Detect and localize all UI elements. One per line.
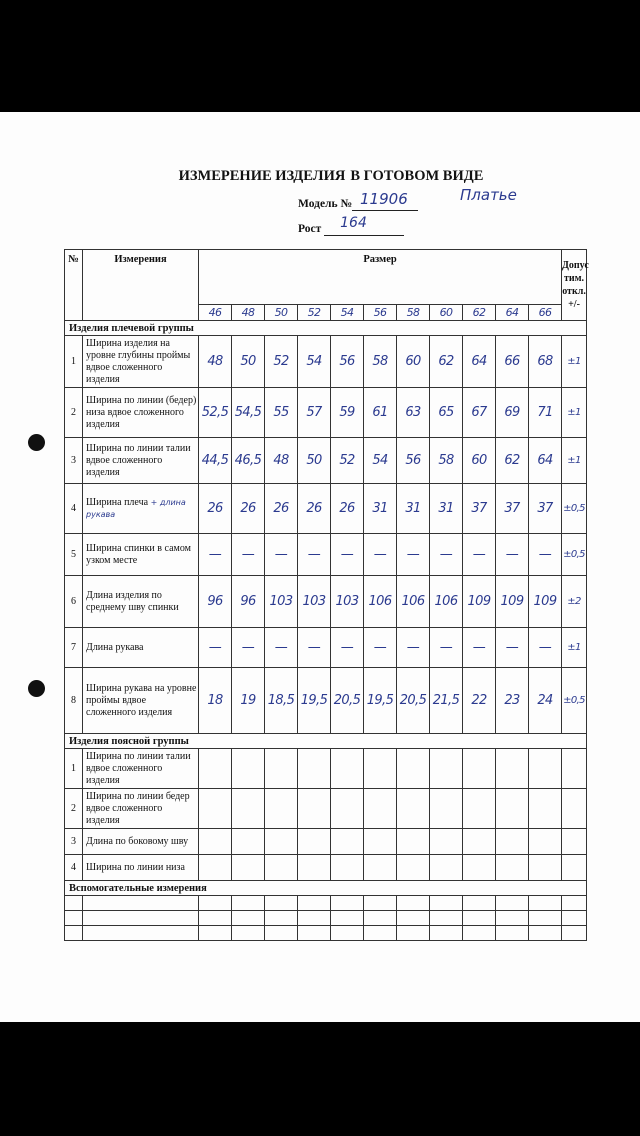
- row-label: [83, 336, 199, 388]
- value-cell: 31: [430, 484, 463, 534]
- empty-cell: [562, 855, 587, 881]
- col-no-header: №: [65, 250, 83, 321]
- row-label-text: Ширина спинки в самом узком месте: [86, 542, 191, 566]
- size-cell: 54: [331, 305, 364, 321]
- empty-cell: [529, 855, 562, 881]
- tolerance-header-line: тим.: [564, 273, 585, 284]
- row-label: [83, 534, 199, 576]
- value-cell: —: [463, 628, 496, 668]
- value-cell: 48: [265, 438, 298, 484]
- value-cell: 19,5: [364, 668, 397, 734]
- table-row: [65, 576, 587, 628]
- empty-cell: [265, 789, 298, 829]
- model-line: [298, 186, 517, 211]
- table-row: [65, 829, 587, 855]
- empty-cell: [265, 749, 298, 789]
- value-cell: 96: [199, 576, 232, 628]
- empty-cell: [529, 896, 562, 911]
- empty-cell: [298, 789, 331, 829]
- empty-cell: [199, 789, 232, 829]
- punch-hole: [28, 434, 45, 451]
- value-cell: 48: [199, 336, 232, 388]
- table-row: [65, 534, 587, 576]
- empty-cell: [65, 911, 83, 926]
- value-cell: 61: [364, 388, 397, 438]
- value-cell: —: [496, 628, 529, 668]
- value-cell: 109: [463, 576, 496, 628]
- empty-cell: [232, 749, 265, 789]
- row-number: 1: [65, 336, 83, 388]
- empty-cell: [298, 749, 331, 789]
- row-label: [83, 388, 199, 438]
- section-title: Изделия поясной группы: [65, 734, 587, 749]
- value-cell: 56: [331, 336, 364, 388]
- tolerance-cell: ±0,5: [562, 668, 587, 734]
- empty-cell: [397, 829, 430, 855]
- table-row: [65, 855, 587, 881]
- value-cell: —: [397, 628, 430, 668]
- value-cell: —: [232, 628, 265, 668]
- empty-cell: [199, 896, 232, 911]
- section-shoulder-group: [65, 321, 587, 336]
- col-tolerance-header: [562, 250, 587, 321]
- value-cell: 18,5: [265, 668, 298, 734]
- value-cell: 26: [331, 484, 364, 534]
- empty-cell: [397, 749, 430, 789]
- size-cell: 66: [529, 305, 562, 321]
- section-auxiliary: [65, 881, 587, 896]
- size-cell: 60: [430, 305, 463, 321]
- empty-cell: [232, 926, 265, 941]
- empty-cell: [265, 855, 298, 881]
- row-label: Ширина по линии низа: [83, 855, 199, 881]
- value-cell: —: [265, 534, 298, 576]
- empty-cell: [331, 926, 364, 941]
- empty-cell: [496, 926, 529, 941]
- model-label: Модель №: [298, 198, 353, 210]
- empty-cell: [562, 926, 587, 941]
- value-cell: 60: [463, 438, 496, 484]
- value-cell: 20,5: [397, 668, 430, 734]
- empty-cell: [529, 789, 562, 829]
- row-label: [83, 438, 199, 484]
- size-cell: 62: [463, 305, 496, 321]
- row-label-text: Ширина рукава на уровне проймы вдвое сложенного изделия: [86, 682, 197, 718]
- value-cell: 54: [298, 336, 331, 388]
- value-cell: 62: [430, 336, 463, 388]
- row-label-text: Ширина изделия на уровне глубины проймы вдвое сложенного изделия: [86, 337, 191, 385]
- value-cell: —: [364, 534, 397, 576]
- tolerance-cell: ±0,5: [562, 484, 587, 534]
- table-row: [65, 789, 587, 829]
- empty-cell: [562, 829, 587, 855]
- size-cell: 64: [496, 305, 529, 321]
- empty-cell: [463, 789, 496, 829]
- value-cell: 67: [463, 388, 496, 438]
- height-field: [324, 215, 404, 236]
- section-waist-group: [65, 734, 587, 749]
- empty-cell: [298, 911, 331, 926]
- value-cell: 65: [430, 388, 463, 438]
- value-cell: 20,5: [331, 668, 364, 734]
- empty-cell: [463, 829, 496, 855]
- col-measure-header: Измерения: [83, 250, 199, 321]
- value-cell: —: [298, 534, 331, 576]
- value-cell: 31: [397, 484, 430, 534]
- empty-cell: [331, 829, 364, 855]
- size-cell: 48: [232, 305, 265, 321]
- row-label: [83, 576, 199, 628]
- table-row: [65, 388, 587, 438]
- value-cell: 52,5: [199, 388, 232, 438]
- empty-cell: [430, 789, 463, 829]
- value-cell: 103: [331, 576, 364, 628]
- value-cell: —: [331, 534, 364, 576]
- value-cell: 26: [298, 484, 331, 534]
- empty-cell: [496, 855, 529, 881]
- empty-cell: [364, 896, 397, 911]
- empty-cell: [298, 829, 331, 855]
- empty-cell: [265, 896, 298, 911]
- row-label: Длина по боковому шву: [83, 829, 199, 855]
- row-number: 6: [65, 576, 83, 628]
- row-number: 3: [65, 438, 83, 484]
- empty-cell: [199, 926, 232, 941]
- empty-cell: [364, 855, 397, 881]
- value-cell: —: [232, 534, 265, 576]
- value-cell: 60: [397, 336, 430, 388]
- empty-cell: [199, 749, 232, 789]
- section-title: Изделия плечевой группы: [65, 321, 587, 336]
- row-number: 1: [65, 749, 83, 789]
- value-cell: 50: [298, 438, 331, 484]
- value-cell: —: [331, 628, 364, 668]
- value-cell: —: [463, 534, 496, 576]
- tolerance-cell: ±1: [562, 628, 587, 668]
- value-cell: 19: [232, 668, 265, 734]
- value-cell: 106: [364, 576, 397, 628]
- empty-cell: [232, 829, 265, 855]
- empty-cell: [397, 926, 430, 941]
- value-cell: 54: [364, 438, 397, 484]
- value-cell: 109: [496, 576, 529, 628]
- empty-cell: [463, 926, 496, 941]
- row-label: [83, 628, 199, 668]
- empty-cell: [562, 789, 587, 829]
- empty-cell: [430, 926, 463, 941]
- value-cell: 21,5: [430, 668, 463, 734]
- value-cell: 103: [298, 576, 331, 628]
- value-cell: 23: [496, 668, 529, 734]
- header-row: [65, 250, 587, 305]
- empty-row: [65, 896, 587, 911]
- value-cell: 57: [298, 388, 331, 438]
- row-number: 4: [65, 484, 83, 534]
- value-cell: 26: [265, 484, 298, 534]
- empty-cell: [496, 896, 529, 911]
- empty-cell: [83, 926, 199, 941]
- value-cell: —: [298, 628, 331, 668]
- row-label: Ширина по линии талии вдвое сложенного изделия: [83, 749, 199, 789]
- row-label-text: Длина изделия по среднему шву спинки: [86, 589, 179, 613]
- empty-cell: [364, 926, 397, 941]
- empty-cell: [232, 896, 265, 911]
- value-cell: 109: [529, 576, 562, 628]
- size-cell: 56: [364, 305, 397, 321]
- tolerance-cell: ±0,5: [562, 534, 587, 576]
- value-cell: —: [199, 628, 232, 668]
- row-label-text: Ширина по линии (бедер) низа вдвое сложенного изделия: [86, 394, 197, 430]
- empty-cell: [331, 749, 364, 789]
- empty-cell: [463, 911, 496, 926]
- empty-cell: [397, 789, 430, 829]
- value-cell: 63: [397, 388, 430, 438]
- empty-cell: [298, 926, 331, 941]
- row-number: 7: [65, 628, 83, 668]
- empty-cell: [298, 896, 331, 911]
- value-cell: 52: [331, 438, 364, 484]
- empty-cell: [529, 749, 562, 789]
- empty-cell: [463, 749, 496, 789]
- value-cell: —: [430, 628, 463, 668]
- empty-cell: [496, 749, 529, 789]
- tolerance-header-line: Допус: [562, 260, 589, 271]
- empty-cell: [529, 829, 562, 855]
- value-cell: 64: [463, 336, 496, 388]
- title-main: ИЗМЕРЕНИЕ ИЗДЕЛИЯ: [178, 168, 346, 184]
- value-cell: —: [364, 628, 397, 668]
- table-row: [65, 628, 587, 668]
- empty-cell: [331, 789, 364, 829]
- empty-cell: [298, 855, 331, 881]
- value-cell: 106: [397, 576, 430, 628]
- value-cell: 71: [529, 388, 562, 438]
- empty-cell: [397, 855, 430, 881]
- tolerance-cell: ±1: [562, 438, 587, 484]
- row-number: 4: [65, 855, 83, 881]
- model-name: Платье: [460, 186, 517, 204]
- value-cell: 66: [496, 336, 529, 388]
- empty-cell: [331, 855, 364, 881]
- value-cell: 26: [232, 484, 265, 534]
- value-cell: —: [529, 628, 562, 668]
- value-cell: 46,5: [232, 438, 265, 484]
- empty-cell: [331, 911, 364, 926]
- size-cell: 58: [397, 305, 430, 321]
- value-cell: —: [529, 534, 562, 576]
- document-page: [0, 112, 640, 1022]
- empty-cell: [83, 896, 199, 911]
- value-cell: 26: [199, 484, 232, 534]
- value-cell: —: [430, 534, 463, 576]
- empty-cell: [562, 749, 587, 789]
- table-row: [65, 336, 587, 388]
- empty-cell: [529, 911, 562, 926]
- value-cell: 106: [430, 576, 463, 628]
- value-cell: 37: [496, 484, 529, 534]
- col-size-header: Размер: [199, 250, 562, 305]
- empty-cell: [397, 896, 430, 911]
- empty-cell: [232, 855, 265, 881]
- punch-hole: [28, 680, 45, 697]
- value-cell: 37: [529, 484, 562, 534]
- value-cell: 56: [397, 438, 430, 484]
- tolerance-header-line: +/-: [568, 299, 580, 310]
- empty-cell: [232, 789, 265, 829]
- empty-row: [65, 926, 587, 941]
- size-cell: 46: [199, 305, 232, 321]
- value-cell: 22: [463, 668, 496, 734]
- empty-cell: [496, 789, 529, 829]
- value-cell: 58: [364, 336, 397, 388]
- empty-cell: [331, 896, 364, 911]
- row-label-text: Ширина плеча: [86, 496, 149, 508]
- empty-cell: [430, 749, 463, 789]
- empty-cell: [364, 749, 397, 789]
- value-cell: 44,5: [199, 438, 232, 484]
- value-cell: 62: [496, 438, 529, 484]
- empty-cell: [364, 829, 397, 855]
- model-value: 11906: [360, 190, 408, 208]
- value-cell: 96: [232, 576, 265, 628]
- row-label: [83, 668, 199, 734]
- empty-cell: [397, 911, 430, 926]
- empty-cell: [65, 926, 83, 941]
- page-title: [0, 168, 640, 185]
- empty-cell: [430, 896, 463, 911]
- empty-cell: [232, 911, 265, 926]
- section-title: Вспомогательные измерения: [65, 881, 587, 896]
- value-cell: 58: [430, 438, 463, 484]
- row-number: 5: [65, 534, 83, 576]
- table-row: [65, 668, 587, 734]
- value-cell: 55: [265, 388, 298, 438]
- table-row: [65, 749, 587, 789]
- empty-cell: [199, 855, 232, 881]
- value-cell: —: [265, 628, 298, 668]
- empty-cell: [265, 911, 298, 926]
- empty-cell: [265, 926, 298, 941]
- value-cell: 37: [463, 484, 496, 534]
- tolerance-cell: ±2: [562, 576, 587, 628]
- tolerance-cell: ±1: [562, 336, 587, 388]
- row-number: 2: [65, 789, 83, 829]
- empty-cell: [199, 829, 232, 855]
- empty-cell: [430, 829, 463, 855]
- tolerance-cell: ±1: [562, 388, 587, 438]
- table-row: [65, 438, 587, 484]
- row-number: 3: [65, 829, 83, 855]
- empty-cell: [430, 855, 463, 881]
- row-number: 8: [65, 668, 83, 734]
- row-label-text: Длина рукава: [86, 641, 144, 653]
- value-cell: —: [496, 534, 529, 576]
- measurement-table: [64, 249, 587, 941]
- empty-cell: [83, 911, 199, 926]
- empty-cell: [199, 911, 232, 926]
- value-cell: 31: [364, 484, 397, 534]
- value-cell: 18: [199, 668, 232, 734]
- title-tail: В ГОТОВОМ ВИДЕ: [350, 168, 484, 184]
- value-cell: 69: [496, 388, 529, 438]
- value-cell: 64: [529, 438, 562, 484]
- empty-cell: [496, 911, 529, 926]
- tolerance-header-line: откл.: [562, 286, 586, 297]
- empty-cell: [529, 926, 562, 941]
- row-label-text: Ширина по линии талии вдвое сложенного изделия: [86, 442, 191, 478]
- table-row: [65, 484, 587, 534]
- row-number: 2: [65, 388, 83, 438]
- height-value: 164: [340, 215, 367, 231]
- empty-cell: [430, 911, 463, 926]
- row-label: [83, 484, 199, 534]
- empty-cell: [364, 911, 397, 926]
- value-cell: —: [397, 534, 430, 576]
- value-cell: 54,5: [232, 388, 265, 438]
- empty-cell: [562, 911, 587, 926]
- row-label-note: + длина рукава: [86, 497, 186, 519]
- empty-cell: [65, 896, 83, 911]
- value-cell: 19,5: [298, 668, 331, 734]
- size-cell: 52: [298, 305, 331, 321]
- value-cell: 68: [529, 336, 562, 388]
- empty-cell: [463, 855, 496, 881]
- empty-cell: [496, 829, 529, 855]
- empty-cell: [562, 896, 587, 911]
- value-cell: 50: [232, 336, 265, 388]
- height-label: Рост: [298, 223, 322, 235]
- empty-cell: [463, 896, 496, 911]
- height-line: [298, 215, 404, 236]
- value-cell: 59: [331, 388, 364, 438]
- empty-cell: [265, 829, 298, 855]
- value-cell: —: [199, 534, 232, 576]
- empty-cell: [364, 789, 397, 829]
- model-field: [352, 186, 517, 211]
- value-cell: 52: [265, 336, 298, 388]
- size-cell: 50: [265, 305, 298, 321]
- value-cell: 103: [265, 576, 298, 628]
- empty-row: [65, 911, 587, 926]
- row-label: Ширина по линии бедер вдвое сложенного изделия: [83, 789, 199, 829]
- value-cell: 24: [529, 668, 562, 734]
